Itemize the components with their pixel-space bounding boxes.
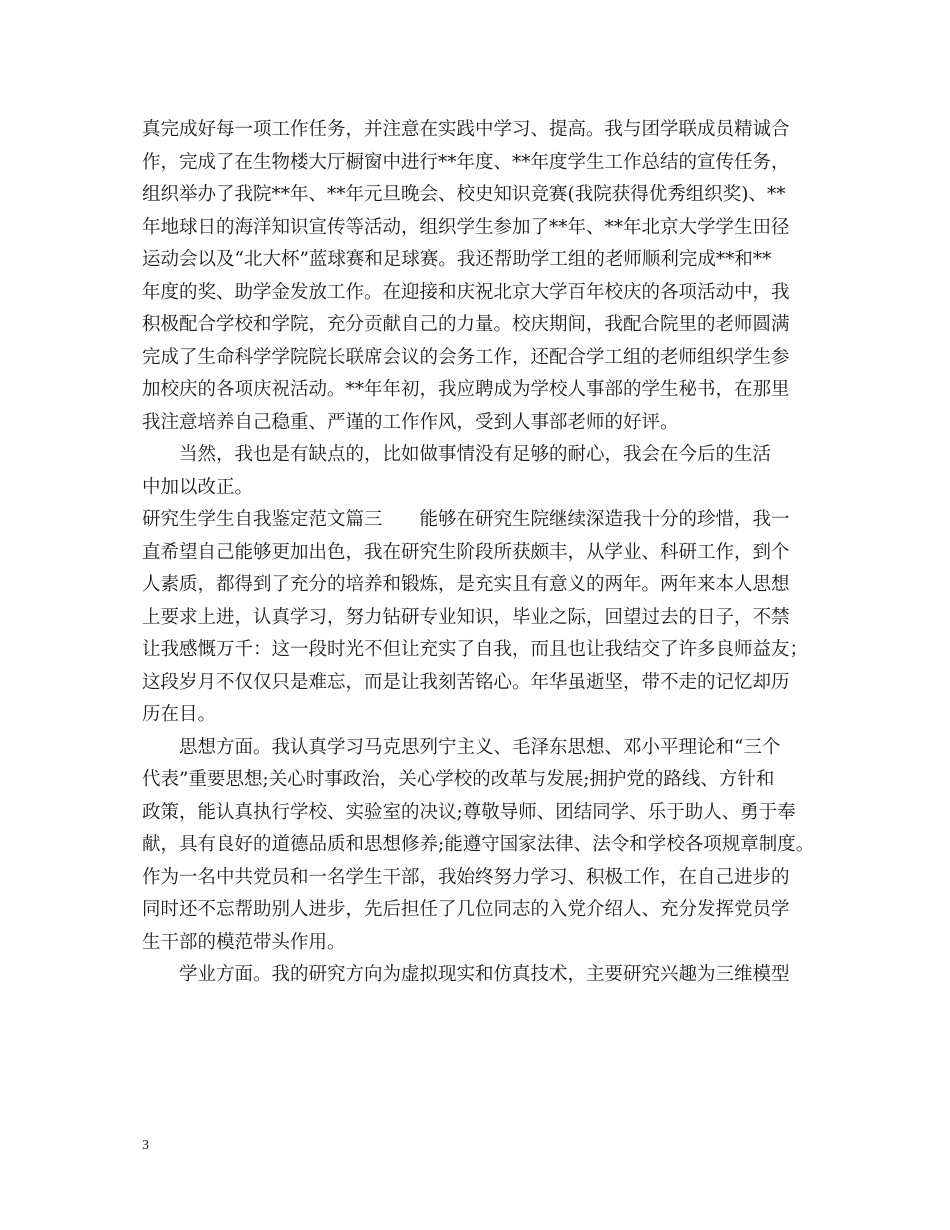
text-line: 历在目。 (142, 704, 217, 725)
paragraph-start-line: 当然，我也是有缺点的，比如做事情没有足够的耐心，我会在今后的生活 (179, 444, 772, 465)
text-line: 中加以改正。 (142, 476, 254, 498)
text-line: 政策，能认真执行学校、实验室的决议;尊敬导师、团结同学、乐于助人、勇于奉 (142, 801, 796, 823)
text-line: 我注意培养自己稳重、严谨的工作作风，受到人事部老师的好评。 (142, 411, 679, 433)
text-line: 直希望自己能够更加出色，我在研究生阶段所获颇丰，从学业、科研工作，到个 (142, 541, 790, 563)
text-line: 积极配合学校和学院，充分贡献自己的力量。校庆期间，我配合院里的老师圆满 (142, 314, 790, 335)
paragraph-start-line: 思想方面。我认真学习马克思列宁主义、毛泽东思想、邓小平理论和“三个 (179, 736, 781, 758)
text-line: 运动会以及“北大杯”蓝球赛和足球赛。我还帮助学工组的老师顺利完成**和** (142, 249, 772, 270)
text-line: 作，完成了在生物楼大厅橱窗中进行**年度、**年度学生工作总结的宣传任务， (142, 151, 790, 173)
text-line: 代表”重要思想;关心时事政治，关心学校的改革与发展;拥护党的路线、方针和 (142, 769, 775, 790)
text-line: 组织举办了我院**年、**年元旦晚会、校史知识竞赛(我院获得优秀组织奖)、** (142, 184, 786, 205)
text-line: 加校庆的各项庆祝活动。**年年初，我应聘成为学校人事部的学生秘书，在那里 (142, 379, 790, 400)
page-number: 3 (142, 1138, 149, 1153)
text-line: 人素质，都得到了充分的培养和锻炼，是充实且有意义的两年。两年来本人思想 (142, 574, 790, 595)
text-line: 完成了生命科学学院院长联席会议的会务工作，还配合学工组的老师组织学生参 (142, 346, 790, 368)
text-line: 年度的奖、助学金发放工作。在迎接和庆祝北京大学百年校庆的各项活动中，我 (142, 281, 790, 303)
text-line: 让我感慨万千：这一段时光不但让充实了自我，而且也让我结交了许多良师益友； (142, 639, 809, 660)
section-heading-line: 研究生学生自我鉴定范文篇三 能够在研究生院继续深造我十分的珍惜，我一 (142, 509, 790, 530)
text-line: 上要求上进，认真学习，努力钻研专业知识，毕业之际，回望过去的日子，不禁 (142, 606, 790, 628)
paragraph-start-line: 学业方面。我的研究方向为虚拟现实和仿真技术，主要研究兴趣为三维模型 (179, 964, 790, 985)
body-text (142, 114, 814, 992)
text-line: 同时还不忘帮助别人进步，先后担任了几位同志的入党介绍人、充分发挥党员学 (142, 899, 790, 920)
text-line: 真完成好每一项工作任务，并注意在实践中学习、提高。我与团学联成员精诚合 (142, 119, 790, 140)
text-line: 生干部的模范带头作用。 (142, 931, 346, 953)
text-line: 作为一名中共党员和一名学生干部，我始终努力学习、积极工作，在自己进步的 (142, 866, 790, 888)
text-line: 献，具有良好的道德品质和思想修养;能遵守国家法律、法令和学校各项规章制度。 (142, 834, 815, 855)
text-line: 年地球日的海洋知识宣传等活动，组织学生参加了**年、**年北京大学学生田径 (142, 216, 790, 238)
text-line: 这段岁月不仅仅只是难忘，而是让我刻苦铭心。年华虽逝坚，带不走的记忆却历 (142, 671, 790, 693)
